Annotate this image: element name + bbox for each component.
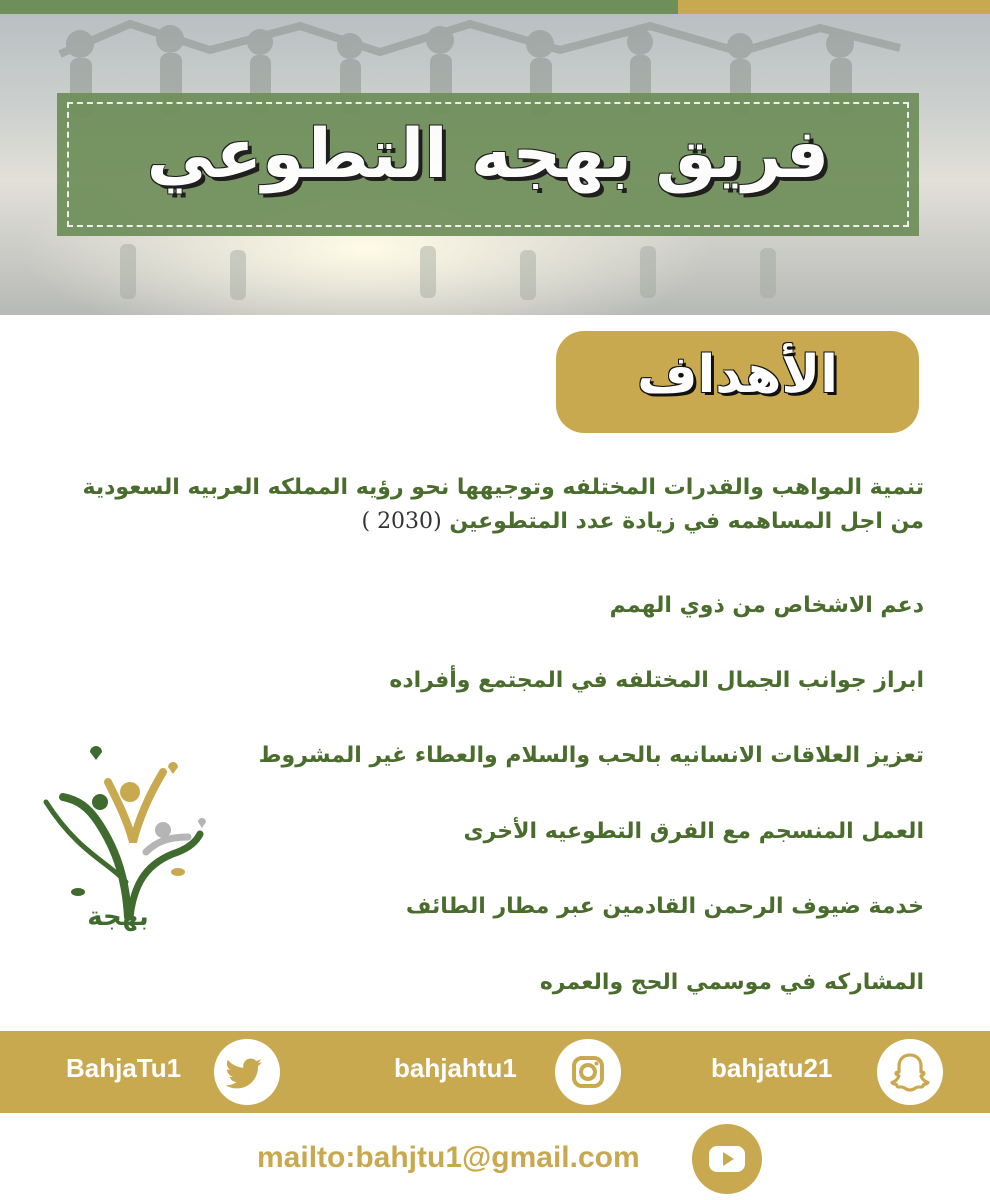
instagram-icon-glyph [555, 1039, 621, 1105]
logo-wordmark: بهجة [87, 902, 149, 932]
email-link[interactable]: mailto:bahjtu1@gmail.com [257, 1141, 640, 1174]
goal-item-7: المشاركه في موسمي الحج والعمره [539, 970, 924, 995]
snapchat-handle[interactable]: bahjatu21 [711, 1053, 833, 1083]
youtube-icon[interactable] [692, 1124, 762, 1194]
snapchat-icon[interactable] [877, 1039, 943, 1105]
twitter-handle[interactable]: BahjaTu1 [66, 1053, 182, 1083]
page-title: فريق بهجه التطوعي [146, 115, 830, 194]
goal-item-4: تعزيز العلاقات الانسانيه بالحب والسلام والعطاء غير المشروط [258, 743, 924, 768]
snapchat-icon-glyph [877, 1039, 943, 1105]
goal-item-6: خدمة ضيوف الرحمن القادمين عبر مطار الطائف [405, 894, 924, 919]
youtube-icon-glyph [692, 1124, 762, 1194]
instagram-icon[interactable] [555, 1039, 621, 1105]
goals-heading: الأهداف [637, 345, 838, 405]
goal-item-1-line1: تنمية المواهب والقدرات المختلفه وتوجيهها نحو رؤيه المملكه العربيه السعودية [82, 475, 924, 500]
goal-item-1-text: من اجل المساهمه في زيادة عدد المتطوعين [449, 509, 924, 534]
goal-item-3: ابراز جوانب الجمال المختلفه في المجتمع وأفراده [389, 668, 924, 693]
goal-item-1-line2 [83, 505, 924, 539]
instagram-handle[interactable]: bahjahtu1 [394, 1053, 517, 1083]
goal-item-1-year: (2030 ) [361, 509, 442, 534]
goal-item-1 [83, 471, 924, 539]
bahja-logo [38, 742, 210, 938]
title-box [57, 93, 919, 236]
goal-item-5: العمل المنسجم مع الفرق التطوعيه الأخرى [463, 819, 924, 844]
goal-item-2: دعم الاشخاص من ذوي الهمم [609, 593, 924, 618]
goals-heading-pill [556, 331, 919, 433]
hero-banner [0, 14, 990, 315]
social-bar [0, 1031, 990, 1113]
top-accent-gold [678, 0, 990, 14]
twitter-icon-glyph [214, 1039, 280, 1105]
top-accent-green [0, 0, 678, 14]
twitter-icon[interactable] [214, 1039, 280, 1105]
